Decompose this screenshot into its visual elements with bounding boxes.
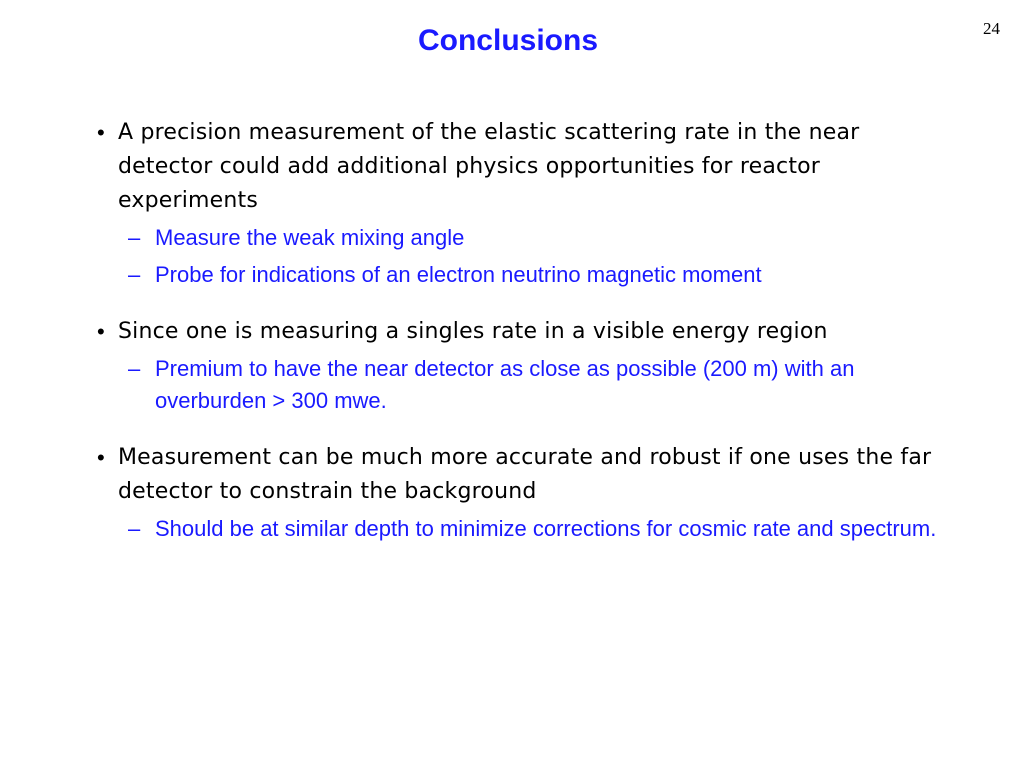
sub-bullet-list: [118, 513, 952, 545]
slide-number: 24: [983, 19, 1000, 38]
bullet-item: [92, 315, 952, 417]
bullet-marker: •: [97, 319, 105, 344]
bullet-marker: •: [97, 445, 105, 470]
sub-bullet-text: Should be at similar depth to minimize corrections for cosmic rate and spectrum.: [155, 516, 937, 541]
bullet-list: [92, 116, 952, 550]
sub-bullet-list: [118, 222, 952, 291]
bullet-text: Since one is measuring a singles rate in a visible energy region: [118, 319, 828, 344]
sub-bullet-list: [118, 353, 952, 417]
sub-bullet-item: [118, 222, 952, 254]
sub-bullet-marker: –: [128, 262, 141, 287]
sub-bullet-text: Measure the weak mixing angle: [155, 225, 465, 250]
sub-bullet-item: [118, 513, 952, 545]
sub-bullet-text: Probe for indications of an electron neutrino magnetic moment: [155, 262, 762, 287]
bullet-item: [92, 441, 952, 545]
slide-title: Conclusions: [417, 24, 598, 57]
sub-bullet-item: [118, 259, 952, 291]
bullet-text: A precision measurement of the elastic scattering rate in the near detector could add additional physics opportunities for reactor experiments: [118, 120, 860, 213]
sub-bullet-marker: –: [128, 356, 141, 381]
bullet-text: Measurement can be much more accurate and robust if one uses the far detector to constrain the background: [118, 445, 932, 504]
sub-bullet-marker: –: [128, 516, 141, 541]
bullet-item: [92, 116, 952, 291]
sub-bullet-text: Premium to have the near detector as close as possible (200 m) with an overburden > 300 mwe.: [155, 356, 855, 413]
sub-bullet-marker: –: [128, 225, 141, 250]
sub-bullet-item: [118, 353, 952, 417]
bullet-marker: •: [97, 120, 105, 145]
